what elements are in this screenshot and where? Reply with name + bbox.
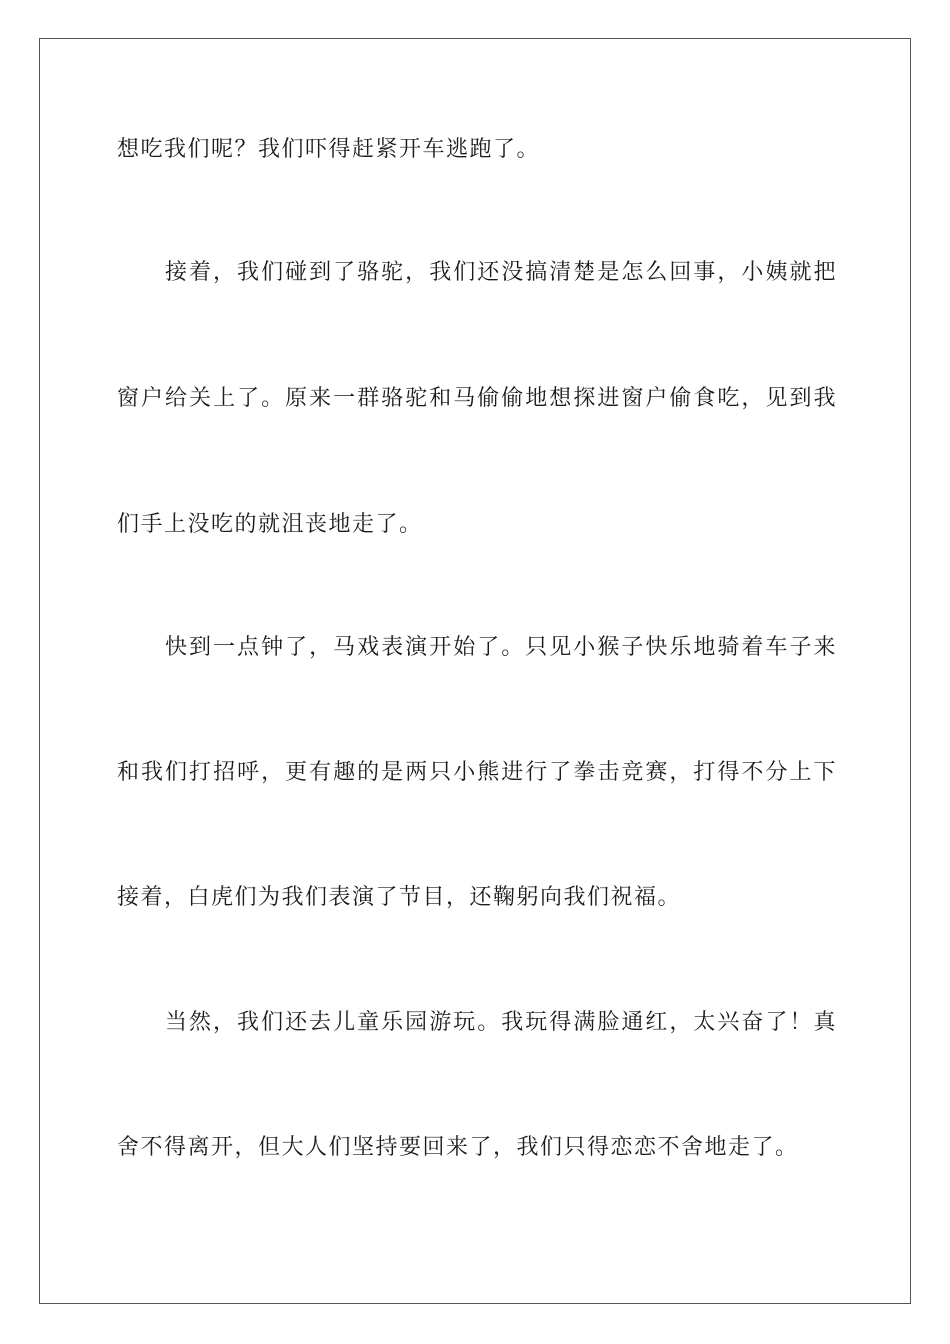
text-line-3: 窗户给关上了。原来一群骆驼和马偷偷地想探进窗户偷食吃，见到我	[117, 386, 837, 411]
text-line-9: 舍不得离开，但大人们坚持要回来了，我们只得恋恋不舍地走了。	[117, 1135, 799, 1160]
text-line-7: 接着，白虎们为我们表演了节目，还鞠躬向我们祝福。	[117, 885, 682, 910]
text-line-6: 和我们打招呼，更有趣的是两只小熊进行了拳击竞赛，打得不分上下	[117, 760, 837, 785]
text-line-1: 想吃我们呢？我们吓得赶紧开车逃跑了。	[117, 137, 541, 162]
text-line-8: 当然，我们还去儿童乐园游玩。我玩得满脸通红，太兴奋了！真	[165, 1010, 837, 1035]
text-line-5: 快到一点钟了，马戏表演开始了。只见小猴子快乐地骑着车子来	[165, 635, 837, 660]
text-line-4: 们手上没吃的就沮丧地走了。	[117, 512, 423, 537]
text-line-2: 接着，我们碰到了骆驼，我们还没搞清楚是怎么回事，小姨就把	[165, 260, 837, 285]
page-border	[39, 38, 911, 1304]
